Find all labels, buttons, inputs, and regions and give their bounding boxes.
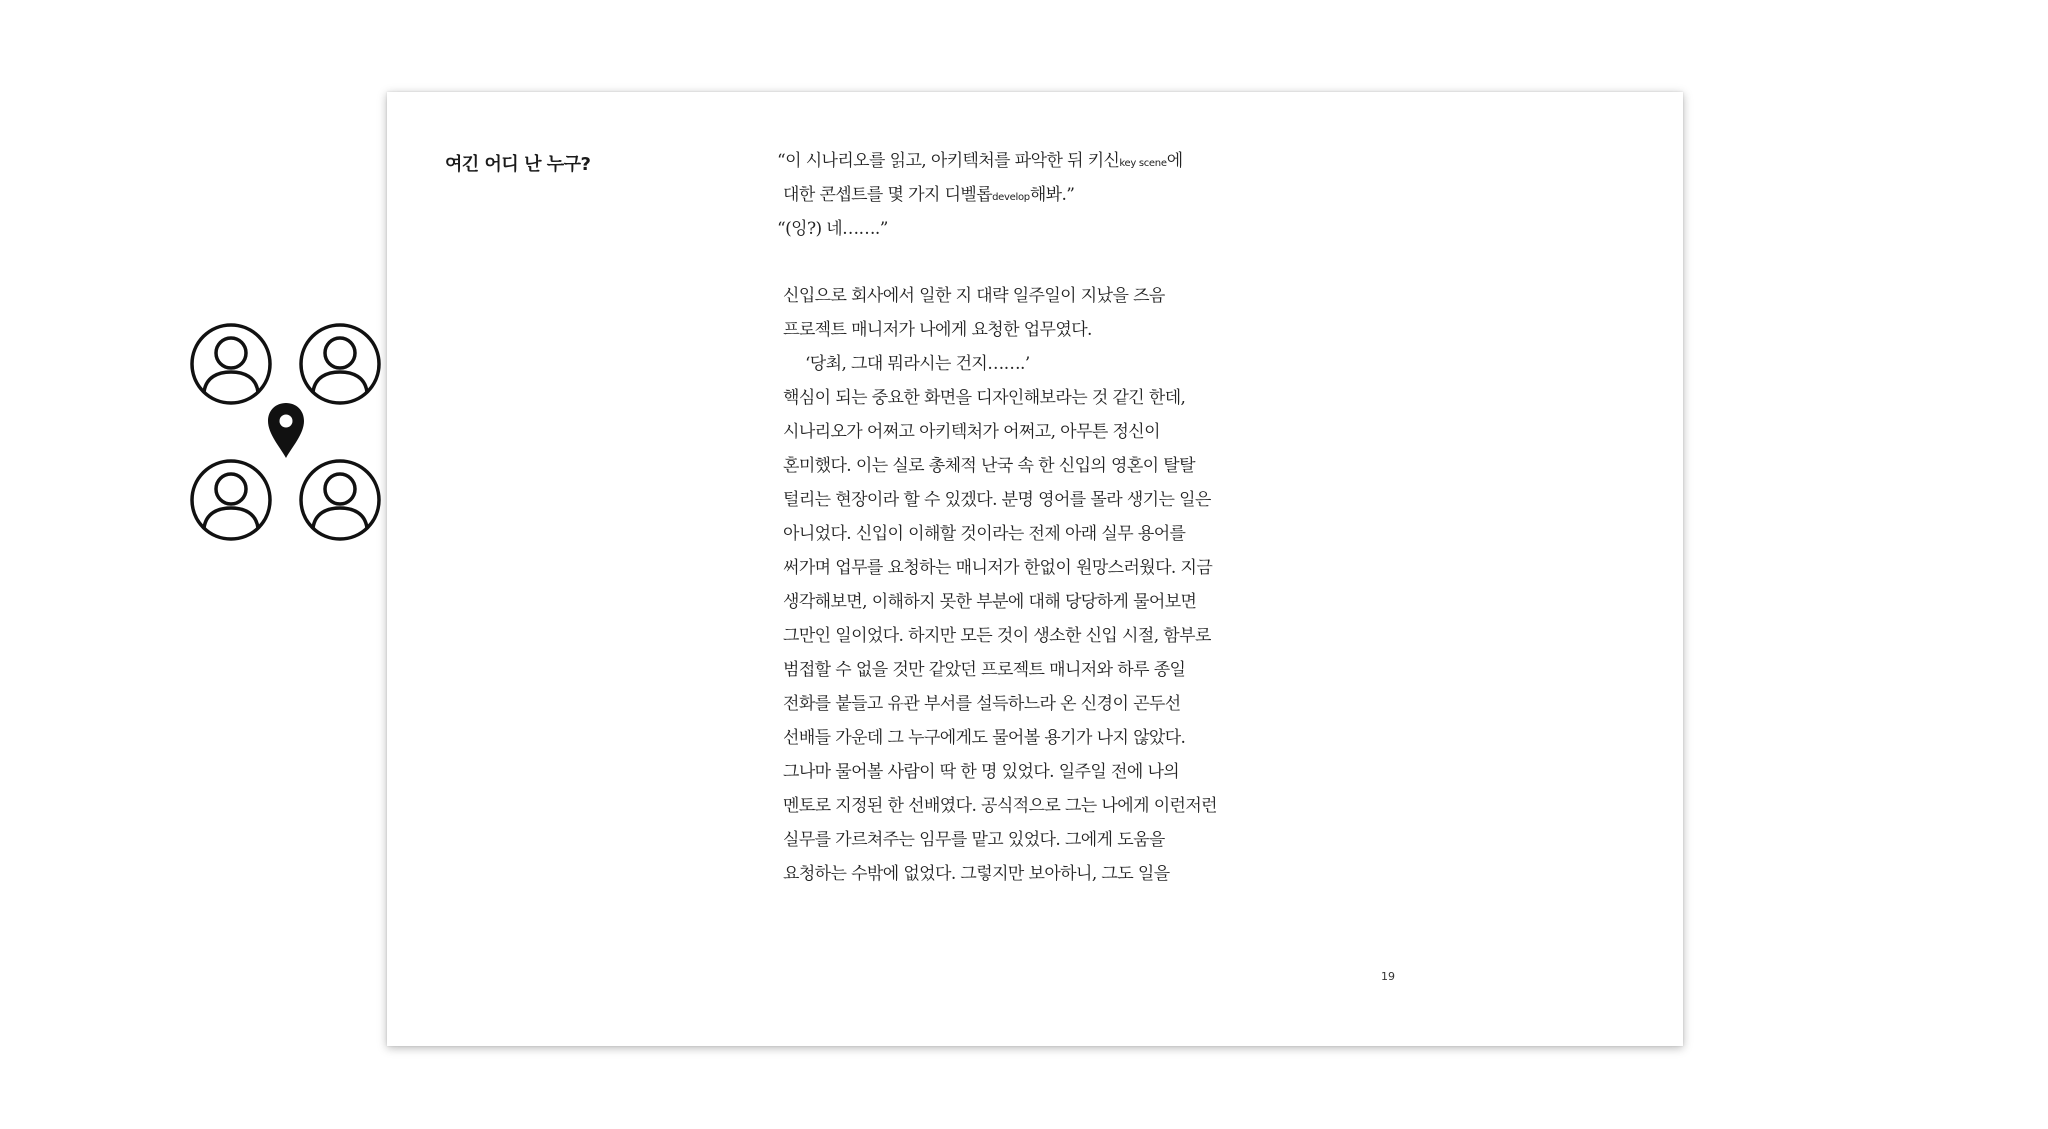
page-number: 19 — [1381, 970, 1395, 983]
user-circle-icon — [192, 461, 270, 539]
body-line: 전화를 붙들고 유관 부서를 설득하느라 온 신경이 곤두선 — [783, 694, 1181, 714]
body-line: ‘당최, 그대 뭐라시는 건지…….’ — [805, 354, 1030, 374]
user-circle-icon — [301, 461, 379, 539]
english-gloss: develop — [992, 192, 1030, 203]
body-text — [777, 144, 1247, 891]
body-line: 신입으로 회사에서 일한 지 대략 일주일이 지났을 즈음 — [783, 286, 1165, 306]
who-am-i-illustration — [190, 323, 390, 543]
body-line: 요청하는 수밖에 없었다. 그렇지만 보아하니, 그도 일을 — [783, 864, 1170, 884]
body-line: 멘토로 지정된 한 선배였다. 공식적으로 그는 나에게 이런저런 — [783, 796, 1217, 816]
body-line: 털리는 현장이라 할 수 있겠다. 분명 영어를 몰라 생기는 일은 — [783, 490, 1211, 510]
english-gloss: key scene — [1119, 158, 1167, 169]
body-line: 프로젝트 매니저가 나에게 요청한 업무였다. — [783, 320, 1092, 340]
body-line: 혼미했다. 이는 실로 총체적 난국 속 한 신입의 영혼이 탈탈 — [783, 456, 1195, 476]
body-line: 핵심이 되는 중요한 화면을 디자인해보라는 것 같긴 한데, — [783, 388, 1186, 408]
dialogue-line: “(잉?) 네…….” — [777, 219, 888, 239]
body-line: 아니었다. 신입이 이해할 것이라는 전제 아래 실무 용어를 — [783, 524, 1186, 544]
body-line: 실무를 가르쳐주는 임무를 맡고 있었다. 그에게 도움을 — [783, 830, 1165, 850]
body-line: 선배들 가운데 그 누구에게도 물어볼 용기가 나지 않았다. — [783, 728, 1186, 748]
illustration — [190, 323, 390, 543]
paragraph-gap — [777, 246, 1247, 279]
body-line: 써가며 업무를 요청하는 매니저가 한없이 원망스러웠다. 지금 — [783, 558, 1213, 578]
location-pin-icon — [268, 403, 304, 458]
body-line: 그만인 일이었다. 하지만 모든 것이 생소한 신입 시절, 함부로 — [783, 626, 1211, 646]
body-line: 그나마 물어볼 사람이 딱 한 명 있었다. 일주일 전에 나의 — [783, 762, 1180, 782]
body-line: 범접할 수 없을 것만 같았던 프로젝트 매니저와 하루 종일 — [783, 660, 1186, 680]
user-circle-icon — [192, 325, 270, 403]
user-circle-icon — [301, 325, 379, 403]
body-line: 시나리오가 어쩌고 아키텍처가 어쩌고, 아무튼 정신이 — [783, 422, 1160, 442]
dialogue-line: 대한 콘셉트를 몇 가지 디벨롭develop해봐.” — [783, 185, 1075, 205]
body-line: 생각해보면, 이해하지 못한 부분에 대해 당당하게 물어보면 — [783, 592, 1197, 612]
chapter-title: 여긴 어디 난 누구? — [445, 154, 591, 175]
dialogue-line: “이 시나리오를 읽고, 아키텍처를 파악한 뒤 키신key scene에 — [777, 151, 1183, 171]
